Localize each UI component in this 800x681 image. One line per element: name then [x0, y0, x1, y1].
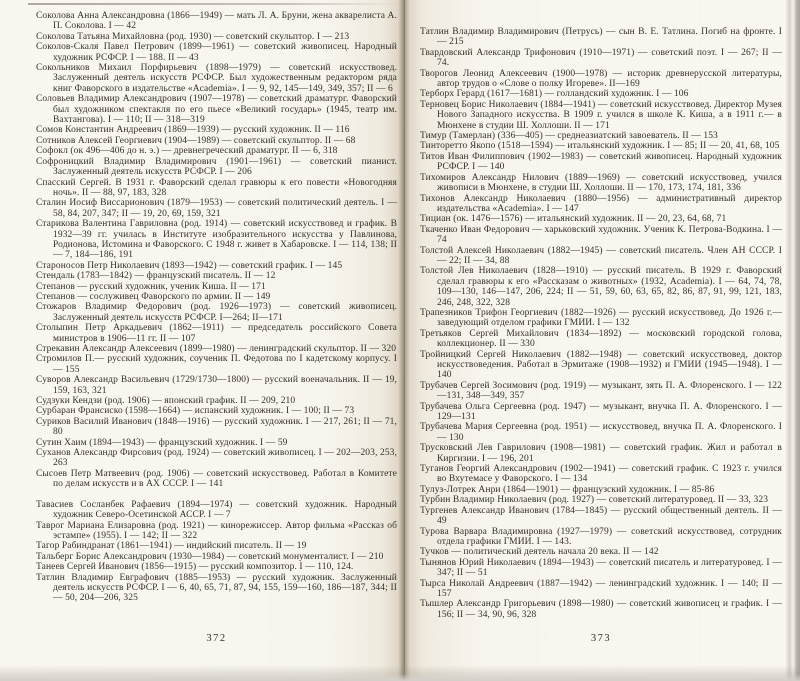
index-entry: Твардовский Александр Трифонович (1910—1971) — советский поэт. I — 267; II — 74. — [420, 47, 782, 69]
index-entry: Трубачева Мария Сергеевна (род. 1951) — искусствовед, внучка П. А. Флоренского. I — 130 — [420, 422, 782, 443]
index-entry: Тальберг Борис Александрович (1930—1984) — советский монументалист. I — 210 — [36, 551, 384, 562]
index-entry: Староносов Петр Николаевич (1893—1942) — советский график. I — 145 — [36, 260, 343, 271]
index-entry: Тавасиев Сосланбек Рафаевич (1894—1974) — советский художник. Народный художник Северо-Осетинской АССР. I — 7 — [36, 499, 397, 521]
index-entry: Спасский Сергей. В 1931 г. Фаворский сделал гравюры к его повести «Новогодняя ночь». II — 88, 97, 183, 328 — [36, 177, 397, 198]
index-section — [36, 11, 397, 490]
index-entry: Татлин Владимир Владимирович (Петрусь) — сын В. Е. Татлина. Погиб на фронте. I — 215 — [420, 27, 782, 48]
page-top-edge — [28, 3, 400, 5]
index-entry: Тышлер Александр Григорьевич (1898—1980) — советский живописец и график. I — 156; II — 34, 90, 96, 328 — [420, 599, 782, 620]
index-entry: Соколова Татьяна Михайловна (род. 1930) — советский скульптор. I — 213 — [36, 31, 350, 42]
index-entry: Тучков — политический деятель начала 20 века. II — 142 — [420, 547, 659, 558]
index-entry: Турбин Владимир Николаевич (род. 1927) — советский литературовед. II — 33, 323 — [420, 495, 769, 506]
index-entry: Третьяков Сергей Михайлович (1834—1892) — московский городской голова, коллекционер. II — 330 — [420, 328, 782, 350]
index-entry: Тихомиров Александр Нилович (1889—1969) — советский искусствовед, учился живописи в Мюнхене, в студии Ш. Холлоши. II — 170, 173, 174, 181, 336 — [420, 172, 782, 194]
index-entry: Степанов — русский художник, ученик Киша. II — 171 — [36, 281, 266, 292]
index-entry: Таврог Мариана Елизаровна (род. 1921) — кинорежиссер. Автор фильма «Рассказ об эстампе» (1955). I — 142; II — 322 — [36, 520, 397, 541]
index-entry: Сотников Алексей Георгиевич (1904—1989) — советский скульптор. II — 68 — [36, 135, 356, 146]
index-entry: Ткаченко Иван Федорович — харьковский художник. Ученик К. Петрова-Водкина. I — 74 — [420, 224, 782, 246]
index-section — [420, 27, 782, 620]
index-entry: Тагор Рабиндранат (1861—1941) — индийский писатель. II — 19 — [36, 541, 307, 552]
index-entry: Творогов Леонид Алексеевич (1900—1978) — историк древнерусской литературы, автор трудов о «Слове о полку Игореве». II—169 — [420, 68, 782, 90]
index-entry: Туганов Георгий Александрович (1902—1941) — советский график. С 1923 г. учился во Вхутемасе у Фаворского. I — 134 — [420, 464, 782, 485]
index-entry: Софроницкий Владимир Владимирович (1901—1961) — советский пианист. Заслуженный деятель искусств РСФСР. I — 206 — [36, 156, 397, 178]
page-right-edge — [785, 0, 800, 681]
index-entry: Софокл (ок 496—406 до н. э.) — древнегреческий драматург. II — 6, 318 — [36, 146, 338, 157]
index-entry: Тихонов Александр Николаевич (1880—1956) — административный директор издательства «Academia». I — 147 — [420, 193, 782, 214]
index-entry: Терборх Герард (1617—1681) — голландский художник. I — 106 — [420, 89, 689, 100]
index-entry: Старикова Валентина Гавриловна (род. 1914) — советский искусствовед и график. В 1932—39 гг. училась в Институте изобразительного искусства у Павлинова, Родионова, Истомина и Фаворского. С 1948 г. живет в Хабаровске. I — 114, 138; II — 7, 184—186, 191 — [36, 219, 397, 261]
index-entry: Трапезников Трифон Георгиевич (1882—1926) — русский искусствовед. До 1926 г.— заведующий отделом графики ГМИИ. I — 132 — [420, 307, 782, 329]
index-entry: Танеев Сергей Иванович (1856—1915) — русский композитор. I — 110, 124. — [36, 562, 354, 573]
index-entry: Сокольников Михаил Порфирьевич (1898—1979) — советский искусствовед. Заслуженный деятель искусств РСФСР. Был художественным редактором ряда книг Фаворского в издательстве «Academia». I — 9, 92, 145—149, 349, 357; II — 6 — [36, 63, 397, 94]
index-entry: Стожаров Владимир Федорович (род. 1926—1973) — советский живописец. Заслуженный деятель искусств РСФСР. I—264; II—171 — [36, 302, 397, 323]
index-entry: Столыпин Петр Аркадьевич (1862—1911) — председатель российского Совета министров в 1906—11 гг. II — 107 — [36, 323, 397, 344]
index-section — [36, 500, 397, 604]
index-entry: Тинторетто Якопо (1518—1594) — итальянский художник. I — 85; II — 20, 41, 68, 105 — [420, 141, 780, 152]
index-entry: Суханов Александр Фирсович (род. 1924) — советский живописец. I — 202—203, 253, 263 — [36, 448, 397, 469]
index-entry: Сутин Хаим (1894—1943) — французский художник. I — 59 — [36, 437, 288, 448]
index-entry: Трубачев Сергей Зосимович (род. 1919) — музыкант, зять П. А. Флоренского. I — 122—131, 348—349, 357 — [420, 380, 782, 402]
index-entry: Тройницкий Сергей Николаевич (1882—1948) — советский искусствовед, доктор искусствоведения. Работал в Эрмитаже (1908—1932) и ГМИИ (1945—1948). I — 140 — [420, 349, 782, 381]
index-entry: Сурбаран Франсиско (1598—1664) — испанский художник. I — 100; II — 73 — [36, 406, 355, 417]
right-page-text-column — [420, 27, 782, 620]
left-page-text-column — [36, 11, 397, 604]
left-page-number: 372 — [206, 633, 227, 644]
index-entry: Трубачева Ольга Сергеевна (род. 1947) — музыкант, внучка П. А. Флоренского. I — 129—131 — [420, 401, 782, 423]
index-entry: Тынянов Юрий Николаевич (1894—1943) — советский писатель и литературовед. I — 347; II — 51 — [420, 557, 782, 579]
right-page-number: 373 — [590, 633, 612, 644]
index-entry: Судзуки Кендзи (род. 1906) — японский график. II — 209, 210 — [36, 396, 296, 407]
index-entry: Терновец Борис Николаевич (1884—1941) — советский искусствовед. Директор Музея Нового Западного искусства. В 1909 г. учился в школе К. Киша, а в 1911 г.— в Мюнхене в студии Ш. Холлоши. II — 171 — [420, 99, 782, 131]
index-entry: Тырса Николай Андреевич (1887—1942) — ленинградский художник. I — 140; II — 157 — [420, 578, 782, 599]
index-entry: Соколова Анна Александровна (1866—1949) — мать Л. А. Бруни, жена акварелиста А. П. Соколова. I — 42 — [36, 11, 397, 32]
index-entry: Сталин Иосиф Виссарионович (1879—1953) — советский политический деятель. I — 58, 84, 207, 347; II — 19, 20, 69, 159, 321 — [36, 198, 397, 219]
index-entry: Суриков Василий Иванович (1848—1916) — русский художник. I — 217, 261; II — 71, 80 — [36, 416, 397, 438]
index-entry: Тургенев Александр Иванович (1784—1845) — русский общественный деятель. II — 49 — [420, 505, 782, 527]
book-gutter-shadow — [398, 0, 410, 681]
index-entry: Титов Иван Филиппович (1902—1983) — советский живописец. Народный художник РСФСР. I — 140 — [420, 151, 782, 173]
index-entry: Тулуз-Лотрек Анри (1864—1901) — французский художник. I — 85-86 — [420, 484, 715, 495]
index-entry: Толстой Лев Николаевич (1828—1910) — русский писатель. В 1929 г. Фаворский сделал гравюры к его «Рассказам о животных» (1932, Academia). I — 64, 74, 78, 109—130, 146—147, 206, 224; II — 51, 59, 60, 63, 65, 82, 86, 87, 91, 99, 121, 183, 246, 248, 322, 328 — [420, 266, 782, 308]
index-entry: Тимур (Тамерлан) (336—405) — среднеазиатский завоеватель. II — 153 — [420, 131, 718, 142]
index-entry: Толстой Алексей Николаевич (1882—1945) — советский писатель. Член АН СССР. I — 22; II — 34, 88 — [420, 245, 782, 266]
index-entry: Суворов Александр Васильевич (1729/1730—1800) — русский военачальник. II — 19, 159, 163, 321 — [36, 375, 397, 396]
index-entry: Степанов — сослуживец Фаворского по армии. II — 149 — [36, 291, 271, 302]
index-entry: Турова Варвара Владимировна (1927—1979) — советский искусствовед, сотрудник отдела графики ГМИИ. I — 143. — [420, 526, 782, 547]
index-entry: Татлин Владимир Евграфович (1885—1953) — русский художник. Заслуженный деятель искусств РСФСР. I — 6, 40, 65, 71, 87, 94, 155, 159—160, 186—187, 344; II — 50, 204—206, 325 — [36, 572, 397, 604]
index-entry: Соловьев Владимир Александрович (1907—1978) — советский драматург. Фаворский был художником спектакля по его пьесе «Великий государь» (1945, театр им. Вахтангова). I — 110; II — 318—319 — [36, 94, 397, 126]
index-entry: Стендаль (1783—1842) — французский писатель. II — 12 — [36, 271, 276, 282]
page-bottom-shadow — [0, 665, 800, 681]
index-entry: Сысоев Петр Матвеевич (род. 1906) — советский искусствовед. Работал в Комитете по делам искусств и в АХ СССР. I — 141 — [36, 468, 397, 490]
index-entry: Тициан (ок. 1476—1576) — итальянский художник. II — 20, 23, 64, 68, 71 — [420, 214, 727, 225]
index-entry: Соколов-Скаля Павел Петрович (1899—1961) — советский живописец. Народный художник РСФСР. I — 188. II — 43 — [36, 42, 397, 63]
index-entry: Стромилов П.— русский художник, соученик П. Федотова по I кадетскому корпусу. I — 155 — [36, 354, 397, 375]
index-entry: Сомов Константин Андреевич (1869—1939) — русский художник. II — 116 — [36, 125, 350, 136]
index-entry: Стрекавин Александр Алексеевич (1899—1980) — ленинградский скульптор. II — 320 — [36, 344, 397, 354]
index-entry: Трусковский Лев Гаврилович (1908—1981) — советский график. Жил и работал в Киргизии. I — 196, 201 — [420, 443, 782, 464]
